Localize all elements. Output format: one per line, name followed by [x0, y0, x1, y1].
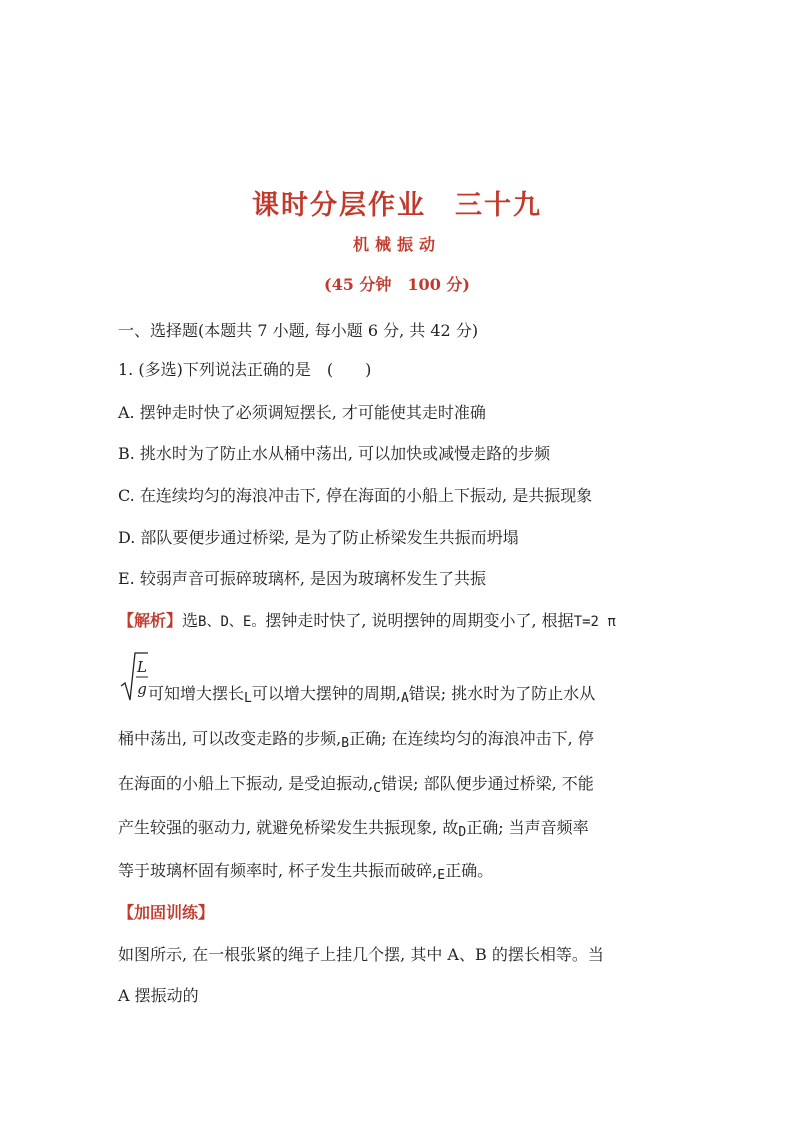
analysis-symbol: E	[437, 868, 446, 883]
analysis-text: 摆钟走时快了, 说明摆钟的周期变小了, 根据	[265, 611, 574, 630]
analysis-text: 选	[182, 611, 199, 630]
analysis-symbol: A	[400, 691, 409, 706]
analysis-tag: 【解析】	[118, 611, 183, 630]
page-subtitle: 机械振动	[352, 235, 441, 254]
analysis-text: 错误; 部队便步通过桥梁, 不能	[381, 774, 594, 793]
analysis-line-3	[118, 726, 594, 749]
analysis-symbol: B	[341, 736, 350, 751]
analysis-text: 产生较强的驱动力, 就避免桥梁发生共振现象, 故	[118, 818, 459, 837]
question-stem: 1. (多选)下列说法正确的是 ( )	[118, 360, 372, 379]
option-d: D. 部队要便步通过桥梁, 是为了防止桥梁发生共振而坍塌	[118, 528, 519, 547]
period-formula: T=2 π	[573, 614, 616, 630]
analysis-text: 在海面的小船上下振动, 是受迫振动,	[118, 774, 374, 793]
page-title: 课时分层作业 三十九	[252, 190, 542, 221]
analysis-line-6	[118, 858, 493, 881]
option-c: C. 在连续均匀的海浪冲击下, 停在海面的小船上下振动, 是共振现象	[118, 486, 593, 505]
option-b: B. 挑水时为了防止水从桶中荡出, 可以加快或减慢走路的步频	[118, 444, 551, 463]
analysis-text: 正确; 当声音频率	[466, 818, 589, 837]
analysis-text: 正确。	[445, 861, 494, 880]
training-text-1: 如图所示, 在一根张紧的绳子上挂几个摆, 其中 A、B 的摆长相等。当	[118, 945, 604, 964]
formula-denominator: g	[137, 680, 147, 698]
analysis-symbol: D	[458, 825, 467, 840]
analysis-text: 正确; 在连续均匀的海浪冲击下, 停	[349, 729, 594, 748]
analysis-text: 错误; 挑水时为了防止水从	[408, 684, 596, 703]
analysis-line-5	[118, 815, 589, 838]
analysis-text: 可知增大摆长	[148, 684, 245, 703]
option-a: A. 摆钟走时快了必须调短摆长, 才可能使其走时准确	[118, 403, 486, 422]
analysis-text: 等于玻璃杯固有频率时, 杯子发生共振而破碎,	[118, 861, 438, 880]
sqrt-formula-icon	[120, 650, 148, 702]
analysis-symbol: C	[373, 781, 382, 796]
analysis-line-4	[118, 771, 594, 794]
training-text-2: A 摆振动的	[118, 986, 199, 1005]
formula-numerator: L	[137, 658, 147, 676]
analysis-line-1	[118, 608, 616, 631]
training-tag: 【加固训练】	[118, 903, 215, 922]
analysis-text: 桶中荡出, 可以改变走路的步频,	[118, 729, 342, 748]
analysis-text: 可以增大摆钟的周期,	[251, 684, 401, 703]
section-heading: 一、选择题(本题共 7 小题, 每小题 6 分, 共 42 分)	[118, 321, 479, 340]
analysis-line-2	[148, 681, 595, 704]
option-e: E. 较弱声音可振碎玻璃杯, 是因为玻璃杯发生了共振	[118, 569, 487, 588]
analysis-symbol: L	[244, 691, 252, 706]
time-score-info: (45 分钟 100 分)	[324, 275, 470, 294]
analysis-answer: B、D、E。	[198, 614, 266, 630]
